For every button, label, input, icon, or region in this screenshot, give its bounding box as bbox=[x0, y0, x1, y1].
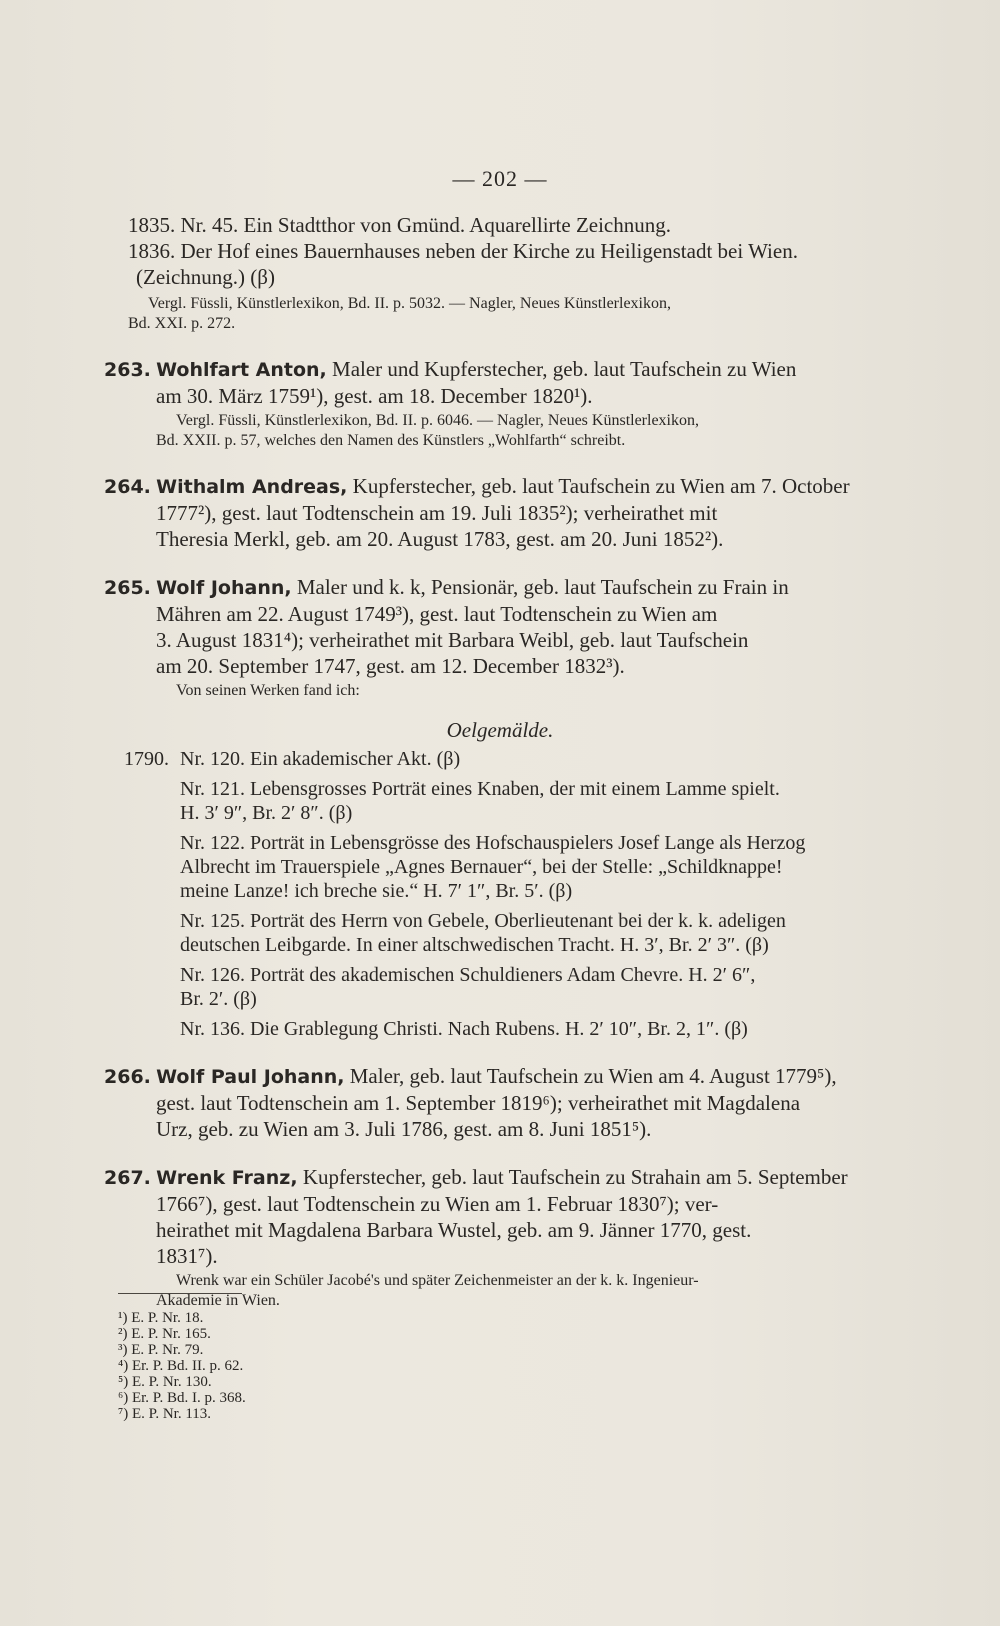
work-line: Nr. 126. Porträt des akademischen Schuldieners Adam Chevre. H. 2′ 6″, bbox=[180, 964, 756, 986]
work-year: 1790. bbox=[124, 748, 169, 770]
footnote: ²) E. P. Nr. 165. bbox=[118, 1326, 211, 1342]
entry-line: Mähren am 22. August 1749³), gest. laut Todtenschein zu Wien am bbox=[156, 602, 718, 626]
entry-number: 266. bbox=[104, 1066, 151, 1088]
entry-line: Maler und k. k, Pensionär, geb. laut Taufschein zu Frain in bbox=[296, 575, 789, 599]
entry-number: 264. bbox=[104, 476, 151, 498]
work-line: Nr. 125. Porträt des Herrn von Gebele, Oberlieutenant bei der k. k. adeligen bbox=[180, 910, 786, 932]
page-number: — 202 — bbox=[452, 166, 548, 191]
entry-line: Kupferstecher, geb. laut Taufschein zu Strahain am 5. September bbox=[302, 1165, 848, 1189]
work-line: Br. 2′. (β) bbox=[180, 988, 257, 1010]
footnotes bbox=[118, 1310, 246, 1422]
entry-number: 263. bbox=[104, 359, 151, 381]
entry-number: 267. bbox=[104, 1167, 151, 1189]
entry-line: 3. August 1831⁴); verheirathet mit Barbara Weibl, geb. laut Taufschein bbox=[156, 628, 749, 652]
section-heading: Oelgemälde. bbox=[446, 718, 554, 742]
footnote: ⁶) Er. P. Bd. I. p. 368. bbox=[118, 1390, 246, 1406]
entry-note bbox=[128, 1271, 872, 1311]
entry-name: Wolf Johann, bbox=[156, 577, 292, 599]
work-item bbox=[180, 1017, 872, 1041]
entry-266 bbox=[104, 1063, 872, 1142]
work-line: H. 3′ 9″, Br. 2′ 8″. (β) bbox=[180, 802, 353, 824]
entry-name: Withalm Andreas, bbox=[156, 476, 348, 498]
entry-note bbox=[128, 681, 872, 701]
entry-name: Wolf Paul Johann, bbox=[156, 1066, 345, 1088]
reference-line: Vergl. Füssli, Künstlerlexikon, Bd. II. p. 5032. — Nagler, Neues Künstlerlexikon, bbox=[148, 295, 671, 312]
entry-264 bbox=[104, 473, 872, 552]
note-line: Vergl. Füssli, Künstlerlexikon, Bd. II. p. 6046. — Nagler, Neues Künstlerlexikon, bbox=[176, 412, 699, 429]
work-item bbox=[180, 963, 872, 1011]
note-line: Wrenk war ein Schüler Jacobé's und später Zeichenmeister an der k. k. Ingenieur- bbox=[176, 1272, 699, 1289]
note-line: Akademie in Wien. bbox=[156, 1292, 280, 1309]
entry-line: 1831⁷). bbox=[156, 1244, 218, 1268]
footnote: ⁵) E. P. Nr. 130. bbox=[118, 1374, 212, 1390]
entry-line: gest. laut Todtenschein am 1. September 1819⁶); verheirathet mit Magdalena bbox=[156, 1091, 801, 1115]
entry-line: Urz, geb. zu Wien am 3. Juli 1786, gest. am 8. Juni 1851⁵). bbox=[156, 1117, 652, 1141]
work-line: Nr. 122. Porträt in Lebensgrösse des Hofschauspielers Josef Lange als Herzog bbox=[180, 832, 806, 854]
entry-line: am 20. September 1747, gest. am 12. December 1832³). bbox=[156, 654, 625, 678]
work-line: meine Lanze! ich breche sie.“ H. 7′ 1″, Br. 5′. (β) bbox=[180, 880, 573, 902]
work-line: Nr. 136. Die Grablegung Christi. Nach Rubens. H. 2′ 10″, Br. 2, 1″. (β) bbox=[180, 1018, 748, 1040]
entry-name: Wrenk Franz, bbox=[156, 1167, 298, 1189]
entry-267 bbox=[104, 1164, 872, 1311]
entry-line: Theresia Merkl, geb. am 20. August 1783, gest. am 20. Juni 1852²). bbox=[156, 527, 724, 551]
entry-line: Maler und Kupferstecher, geb. laut Taufschein zu Wien bbox=[332, 357, 797, 381]
work-item bbox=[180, 831, 872, 903]
footnote: ⁷) E. P. Nr. 113. bbox=[118, 1406, 212, 1422]
footnote: ¹) E. P. Nr. 18. bbox=[118, 1310, 204, 1326]
work-line: deutschen Leibgarde. In einer altschwedischen Tracht. H. 3′, Br. 2′ 3″. (β) bbox=[180, 934, 769, 956]
entry-name: Wohlfart Anton, bbox=[156, 359, 327, 381]
text-line: 1836. Der Hof eines Bauernhauses neben der Kirche zu Heiligenstadt bei Wien. bbox=[128, 239, 798, 263]
reference-line: Bd. XXI. p. 272. bbox=[128, 315, 236, 332]
footnote: ³) E. P. Nr. 79. bbox=[118, 1342, 204, 1358]
entry-263 bbox=[104, 356, 872, 451]
footnote-divider bbox=[118, 1293, 242, 1294]
entry-line: am 30. März 1759¹), gest. am 18. December 1820¹). bbox=[156, 384, 593, 408]
entry-line: 1777²), gest. laut Todtenschein am 19. Juli 1835²); verheirathet mit bbox=[156, 501, 718, 525]
entry-number: 265. bbox=[104, 577, 151, 599]
text-line: 1835. Nr. 45. Ein Stadtthor von Gmünd. Aquarellirte Zeichnung. bbox=[128, 213, 672, 237]
entry-line: heirathet mit Magdalena Barbara Wustel, geb. am 9. Jänner 1770, gest. bbox=[156, 1218, 752, 1242]
entry-line: Maler, geb. laut Taufschein zu Wien am 4. August 1779⁵), bbox=[349, 1064, 837, 1088]
work-line: Nr. 120. Ein akademischer Akt. (β) bbox=[180, 748, 461, 770]
note-line: Von seinen Werken fand ich: bbox=[176, 682, 360, 699]
entry-line: Kupferstecher, geb. laut Taufschein zu Wien am 7. October bbox=[352, 474, 850, 498]
note-line: Bd. XXII. p. 57, welches den Namen des Künstlers „Wohlfarth“ schreibt. bbox=[156, 432, 626, 449]
text-line: (Zeichnung.) (β) bbox=[136, 265, 275, 289]
work-line: Nr. 121. Lebensgrosses Porträt eines Knaben, der mit einem Lamme spielt. bbox=[180, 778, 780, 800]
entry-line: 1766⁷), gest. laut Todtenschein zu Wien am 1. Februar 1830⁷); ver- bbox=[156, 1192, 719, 1216]
footnote: ⁴) Er. P. Bd. II. p. 62. bbox=[118, 1358, 244, 1374]
work-item bbox=[180, 909, 872, 957]
page-content bbox=[104, 212, 872, 1311]
entry-265 bbox=[104, 574, 872, 1041]
work-item bbox=[180, 777, 872, 825]
entry-note bbox=[128, 411, 872, 451]
work-item bbox=[124, 747, 872, 771]
reference-note bbox=[128, 294, 872, 334]
work-line: Albrecht im Trauerspiele „Agnes Bernauer“, bei der Stelle: „Schildknappe! bbox=[180, 856, 783, 878]
works-list bbox=[124, 747, 872, 1041]
